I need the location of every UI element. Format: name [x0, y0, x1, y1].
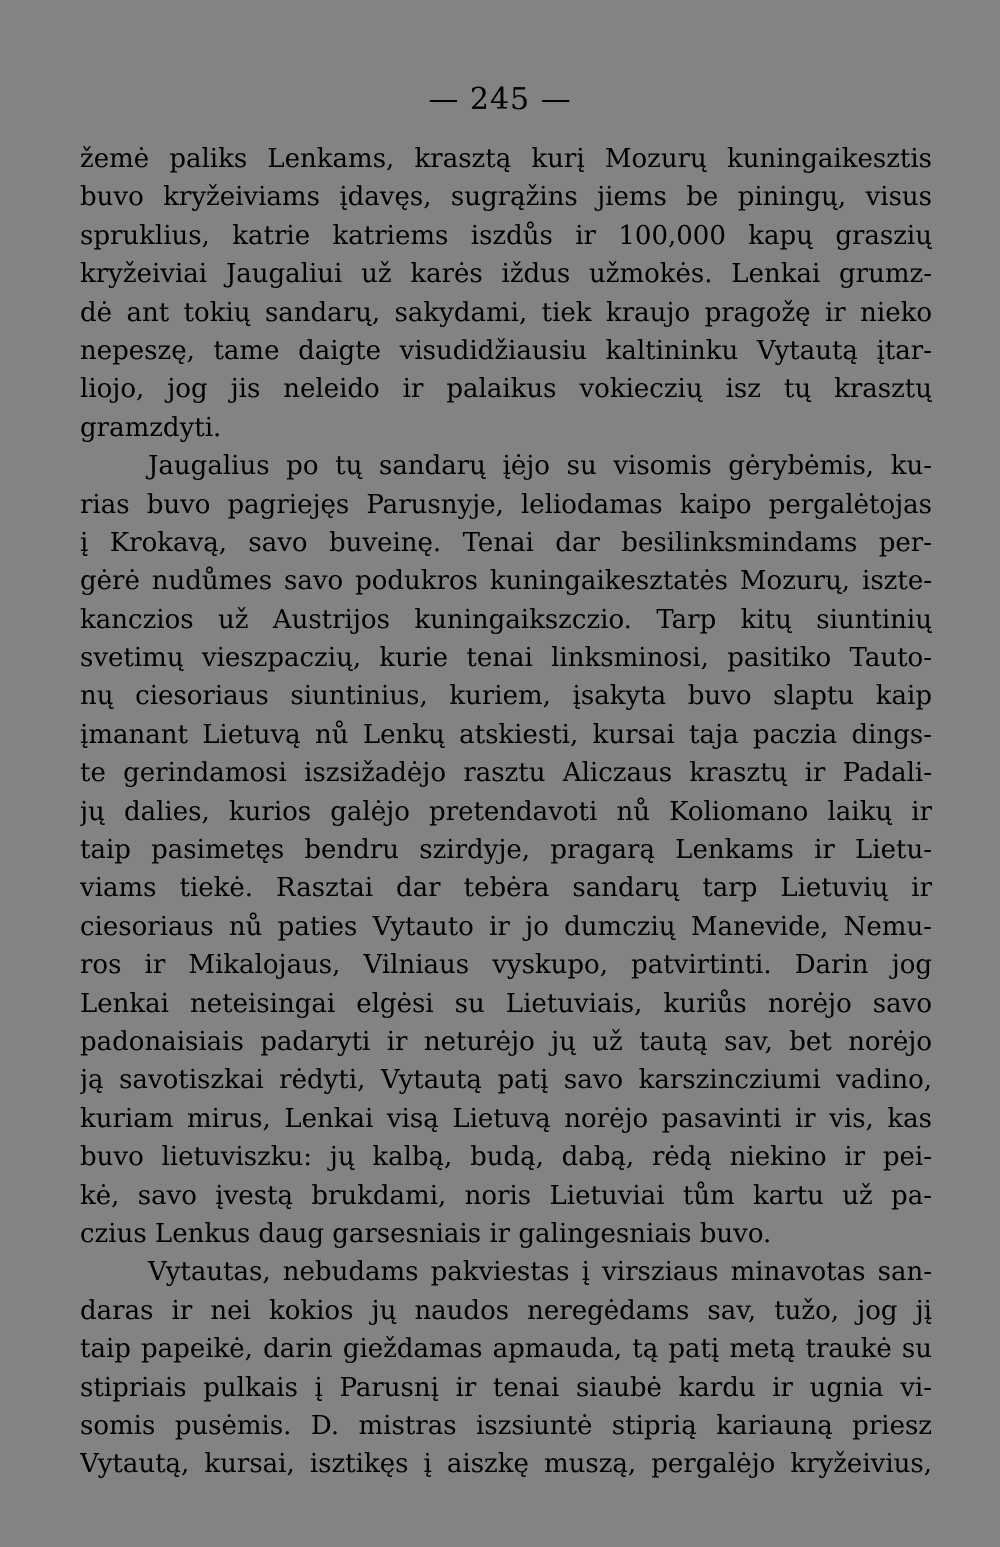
text-line: svetimų vieszpaczių, kurie tenai linksminosi, pasitiko Tauto- — [80, 643, 932, 674]
text-line: somis pusėmis. D. mistras iszsiuntė stiprią kariauną priesz — [80, 1410, 932, 1441]
text-line: stipriais pulkais į Parusnį ir tenai siaubė kardu ir ugnia vi- — [80, 1372, 932, 1403]
text-line: taip papeikė, darin gieždamas apmauda, tą patį metą traukė su — [80, 1334, 932, 1365]
text-line: buvo lietuviszku: jų kalbą, budą, dabą, rėdą niekino ir pei- — [80, 1142, 932, 1173]
text-line: spruklius, katrie katriems iszdůs ir 100,000 kapų graszių — [80, 220, 932, 251]
text-line: te gerindamosi iszsižadėjo rasztu Aliczaus krasztų ir Padali- — [80, 758, 932, 789]
text-line: jų dalies, kurios galėjo pretendavoti nů Koliomano laikų ir — [80, 796, 932, 827]
text-line: daras ir nei kokios jų naudos neregėdams sav, tužo, jog jį — [80, 1295, 932, 1326]
text-line: padonaisiais padaryti ir neturėjo jų už tautą sav, bet norėjo — [80, 1026, 932, 1057]
text-line: liojo, jog jis neleido ir palaikus vokieczių isz tų krasztų — [80, 374, 932, 405]
text-line: czius Lenkus daug garsesniais ir galingesniais buvo. — [80, 1218, 772, 1249]
text-line: ją savotiszkai rėdyti, Vytautą patį savo karszincziumi vadino, — [80, 1065, 932, 1096]
text-line: nų ciesoriaus siuntinius, kuriem, įsakyta buvo slaptu kaip — [80, 681, 932, 712]
text-line: buvo kryžeiviams įdavęs, sugrąžins jiems be piningų, visus — [80, 182, 932, 213]
text-line: į Krokavą, savo buveinę. Tenai dar besilinksmindams per- — [80, 527, 932, 558]
text-line: kryžeiviai Jaugaliui už karės iždus užmokės. Lenkai grumz- — [80, 259, 932, 290]
text-line: kė, savo įvestą brukdami, noris Lietuviai tům kartu už pa- — [80, 1180, 932, 1211]
text-line: gramzdyti. — [80, 412, 222, 443]
text-line: nepeszę, tame daigte visudidžiausiu kaltininku Vytautą įtar- — [80, 335, 932, 366]
text-line: Jaugalius po tų sandarų įėjo su visomis gėrybėmis, ku- — [148, 451, 932, 482]
text-line: rias buvo pagriejęs Parusnyje, leliodamas kaipo pergalėtojas — [80, 489, 932, 520]
text-line: ros ir Mikalojaus, Vilniaus vyskupo, patvirtinti. Darin jog — [80, 950, 932, 981]
text-line: dė ant tokių sandarų, sakydami, tiek kraujo pragožę ir nieko — [80, 297, 932, 328]
text-line: gėrė nudůmes savo podukros kuningaikesztatės Mozurų, iszte- — [80, 566, 932, 597]
body-text — [80, 140, 932, 1484]
text-line: ciesoriaus nů paties Vytauto ir jo dumczių Manevide, Nemu- — [80, 911, 932, 942]
text-line: žemė paliks Lenkams, krasztą kurį Mozurų kuningaikesztis — [80, 144, 932, 174]
page-number: — 245 — — [428, 82, 572, 117]
text-line: Vytautas, nebudams pakviestas į virsziaus minavotas san- — [148, 1257, 932, 1288]
text-line: kuriam mirus, Lenkai visą Lietuvą norėjo pasavinti ir vis, kas — [80, 1103, 932, 1134]
text-line: viams tiekė. Rasztai dar tebėra sandarų tarp Lietuvių ir — [80, 873, 932, 904]
text-line: taip pasimetęs bendru szirdyje, pragarą Lenkams ir Lietu- — [80, 835, 932, 866]
text-line: Vytautą, kursai, isztikęs į aiszkę muszą, pergalėjo kryžeivius, — [80, 1449, 932, 1480]
text-line: Lenkai neteisingai elgėsi su Lietuviais, kuriůs norėjo savo — [80, 988, 932, 1019]
text-line: įmanant Lietuvą nů Lenkų atskiesti, kursai taja paczia dings- — [80, 719, 932, 750]
text-line: kanczios už Austrijos kuningaikszczio. Tarp kitų siuntinių — [80, 604, 932, 635]
